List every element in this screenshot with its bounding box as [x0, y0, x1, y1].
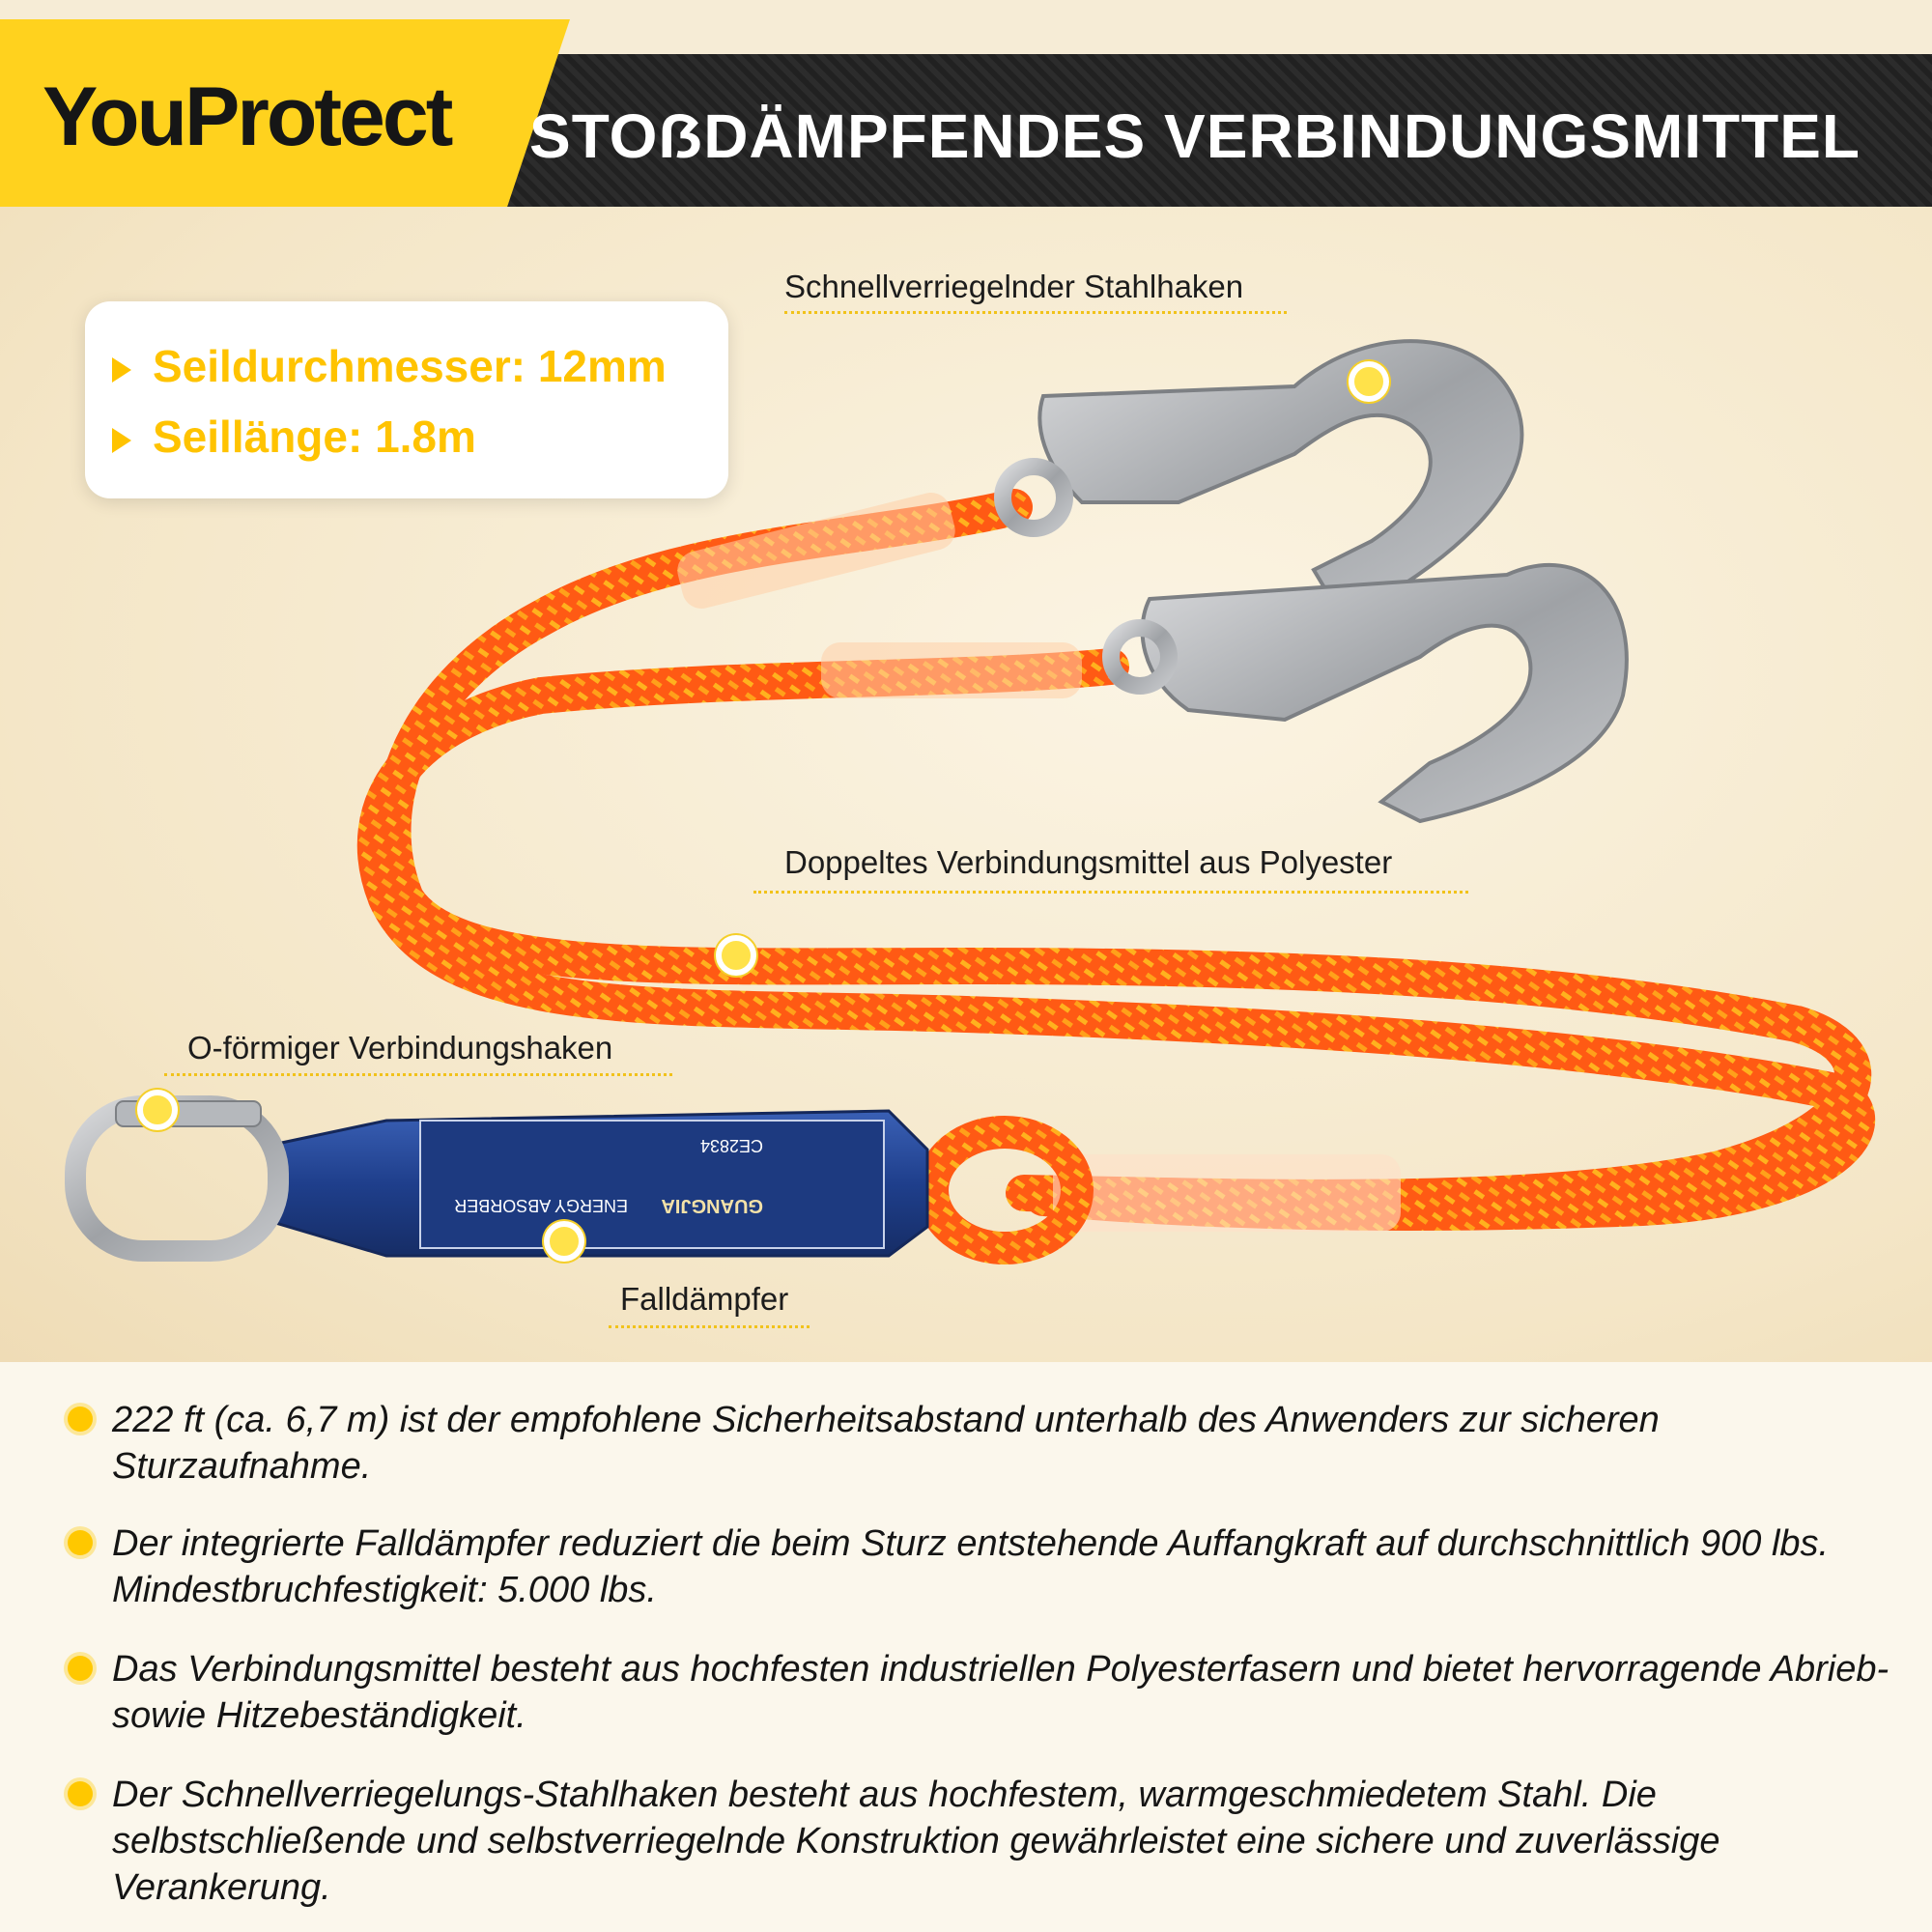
energy-absorber	[272, 1111, 927, 1256]
arrow-right-icon	[112, 357, 131, 383]
rope-sleeve	[821, 642, 1082, 698]
callout-o-connector: O-förmiger Verbindungshaken	[187, 1030, 613, 1065]
callout-marker	[544, 1221, 584, 1262]
bullet-icon	[68, 1530, 93, 1555]
callout-leader	[609, 1325, 810, 1328]
arrow-right-icon	[112, 428, 131, 453]
steel-hook-lower	[1111, 565, 1627, 821]
page-title: STOẞDÄMPFENDES VERBINDUNGSMITTEL	[529, 101, 1861, 171]
absorber-sleeve	[1053, 1154, 1401, 1232]
spec-rope-diameter: Seildurchmesser: 12mm	[112, 340, 667, 392]
callout-steel-hook: Schnellverriegelnder Stahlhaken	[784, 269, 1244, 304]
callout-leader	[784, 311, 1287, 314]
steel-hook-upper	[1003, 341, 1521, 618]
o-connector	[75, 1101, 278, 1251]
spec-rope-length: Seillänge: 1.8m	[112, 411, 476, 463]
callout-marker	[716, 935, 756, 976]
callout-double-lanyard: Doppeltes Verbindungsmittel aus Polyester	[784, 844, 1393, 880]
spec-box	[85, 301, 728, 498]
bullet-icon	[68, 1656, 93, 1681]
absorber-brand: GUANGJIA	[661, 1195, 763, 1216]
rope-sleeve	[673, 489, 959, 612]
absorber-name: ENERGY ABSORBER	[454, 1196, 628, 1215]
brand-logo: YouProtect	[43, 71, 451, 163]
callout-absorber: Falldämpfer	[620, 1281, 789, 1317]
product-infographic: YouProtect STOẞDÄMPFENDES VERBINDUNGSMITTEL GUANGJIA ENERGY ABSORBER CE2834 Seildurchmesser: 12mm Seillänge: 1.8m Schnellverriegelnder Stahlhaken Doppeltes Verbindungsmittel aus Polyester O-förmiger Verbindungshaken Falldämpfer 222 ft (ca. 6,7 m) ist der empfohlene Sicherheitsabstand unterhalb des Anwenders zur sicheren Sturzaufnahme. Der integrierte Falldämpfer reduziert die beim Sturz entstehende Auffangkraft auf durchschnittlich 900 lbs. Mindestbruchfestigkeit: 5.000 lbs. Das Verbindungsmittel besteht aus hochfesten industriellen Polyesterfasern und bietet hervorragende Abrieb- sowie Hitzebeständigkeit. Der Schnellverriegelungs-Stahlhaken besteht aus hochfestem, warmgeschmiedetem Stahl. Die selbstschließende und selbstverriegelnde Konstruktion gewährleistet eine sichere und zuverlässige Verankerung.	[0, 0, 1932, 1932]
bullet-icon	[68, 1781, 93, 1806]
callout-leader	[753, 891, 1468, 894]
absorber-ce: CE2834	[699, 1136, 763, 1155]
callout-marker	[1349, 361, 1389, 402]
callout-marker	[137, 1090, 178, 1130]
callout-leader	[164, 1073, 672, 1076]
bullet-icon	[68, 1406, 93, 1432]
